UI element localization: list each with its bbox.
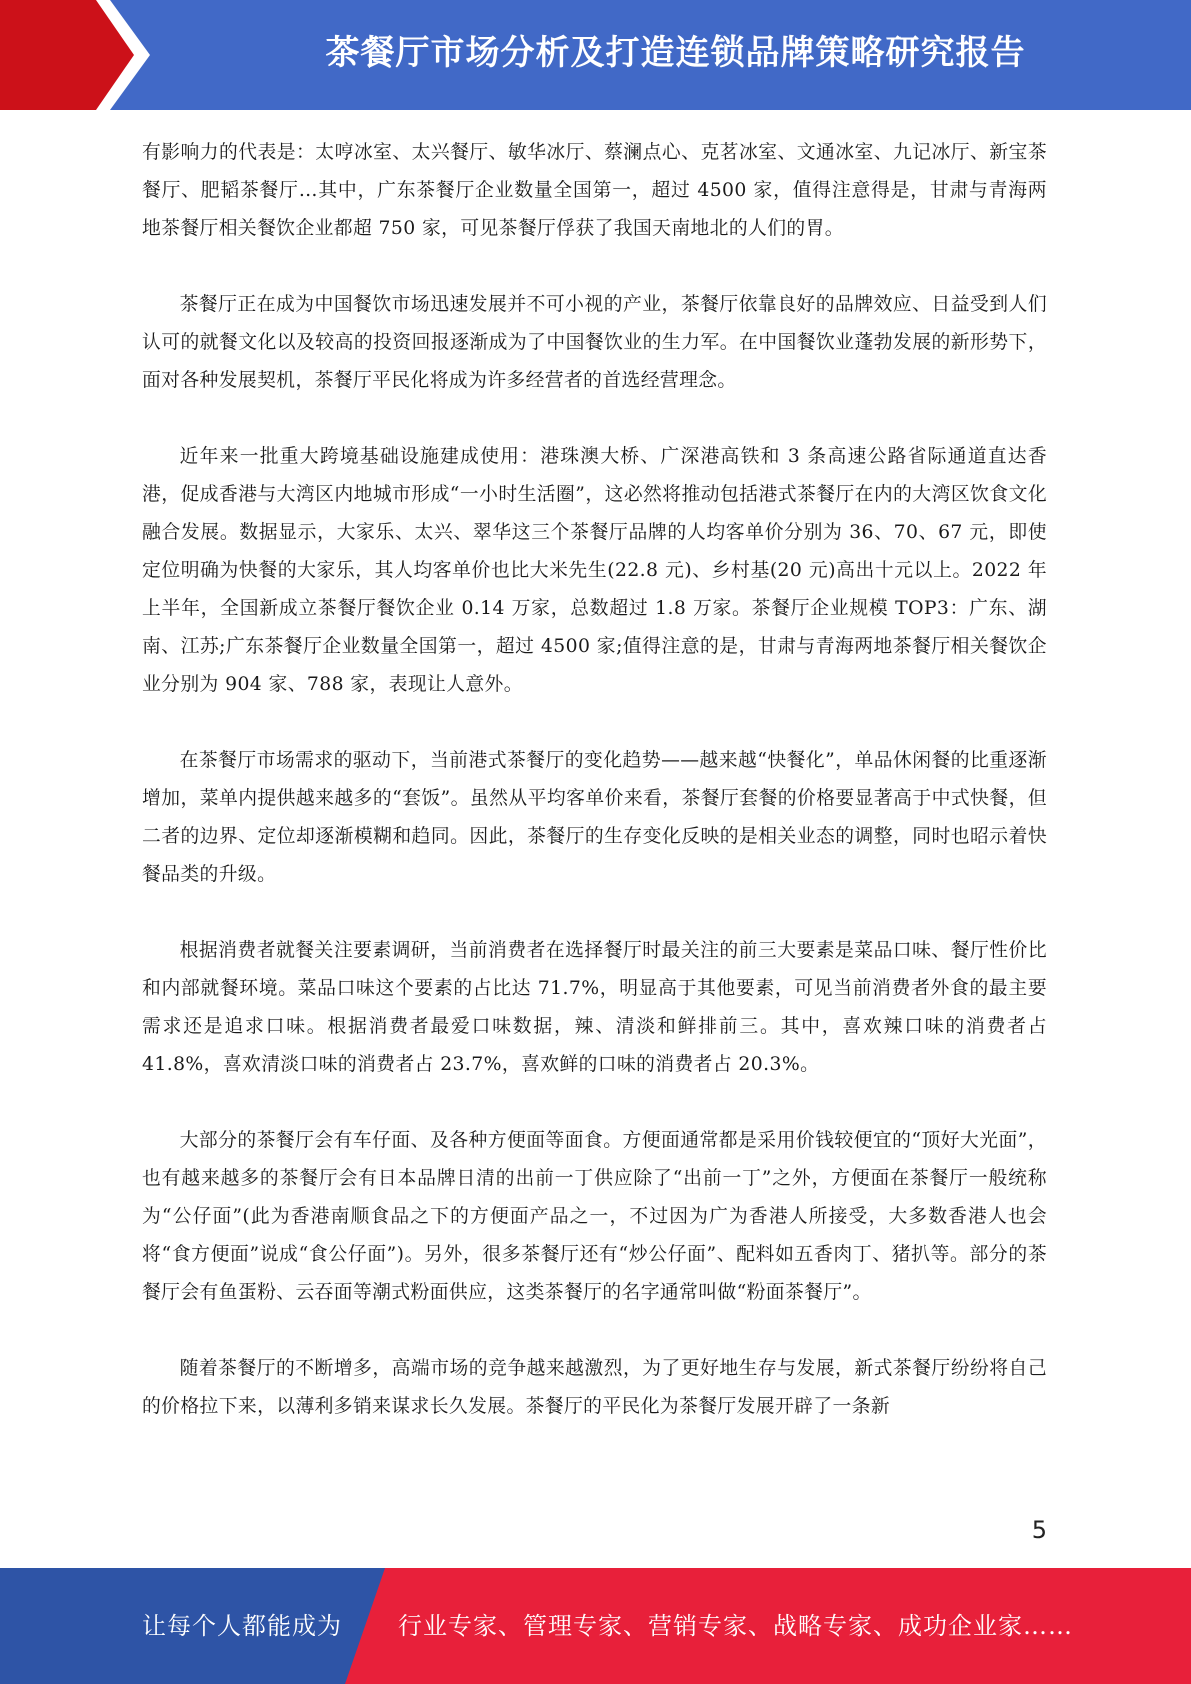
paragraph-2: 茶餐厅正在成为中国餐饮市场迅速发展并不可小视的产业，茶餐厅依靠良好的品牌效应、日益受到人们认可的就餐文化以及较高的投资回报逐渐成为了中国餐饮业的生力军。在中国餐饮业蓬勃发展的新形势下，面对各种发展契机，茶餐厅平民化将成为许多经营者的首选经营理念。 <box>142 294 1047 391</box>
paragraph-1: 有影响力的代表是：太哼冰室、太兴餐厅、敏华冰厅、蔡澜点心、克茗冰室、文通冰室、九记冰厅、新宝茶餐厅、肥韬茶餐厅…其中，广东茶餐厅企业数量全国第一，超过 4500 家，值得注意得是，甘肃与青海两地茶餐厅相关餐饮企业都超 750 家，可见茶餐厅俘获了我国天南地北的人们的胃。 <box>142 142 1047 239</box>
paragraph-6: 大部分的茶餐厅会有车仔面、及各种方便面等面食。方便面通常都是采用价钱较便宜的“顶好大光面”，也有越来越多的茶餐厅会有日本品牌日清的出前一丁供应除了“出前一丁”之外，方便面在茶餐厅一般统称为“公仔面”(此为香港南顺食品之下的方便面产品之一，不过因为广为香港人所接受，大多数香港人也会将“食方便面”说成“食公仔面”)。另外，很多茶餐厅还有“炒公仔面”、配料如五香肉丁、猪扒等。部分的茶餐厅会有鱼蛋粉、云吞面等潮式粉面供应，这类茶餐厅的名字通常叫做“粉面茶餐厅”。 <box>142 1130 1047 1303</box>
page-number: 5 <box>1031 1516 1047 1544</box>
footer-slogan-right: 行业专家、管理专家、营销专家、战略专家、成功企业家…… <box>398 1612 1073 1640</box>
header-arrow-decoration <box>0 0 200 110</box>
article-body <box>142 134 1047 1464</box>
document-title: 茶餐厅市场分析及打造连锁品牌策略研究报告 <box>325 33 1026 73</box>
footer-slogan-left: 让每个人都能成为 <box>142 1612 342 1640</box>
paragraph-3: 近年来一批重大跨境基础设施建成使用：港珠澳大桥、广深港高铁和 3 条高速公路省际通道直达香港，促成香港与大湾区内地城市形成“一小时生活圈”，这必然将推动包括港式茶餐厅在内的大湾区饮食文化融合发展。数据显示，大家乐、太兴、翠华这三个茶餐厅品牌的人均客单价分别为 36、70、67 元，即使定位明确为快餐的大家乐，其人均客单价也比大米先生(22.8 元)、乡村基(20 元)高出十元以上。2022 年上半年，全国新成立茶餐厅餐饮企业 0.14 万家，总数超过 1.8 万家。茶餐厅企业规模 TOP3：广东、湖南、江苏;广东茶餐厅企业数量全国第一，超过 4500 家;值得注意的是，甘肃与青海两地茶餐厅相关餐饮企业分别为 904 家、788 家，表现让人意外。 <box>142 446 1047 695</box>
footer-banner <box>0 1568 1191 1684</box>
paragraph-5: 根据消费者就餐关注要素调研，当前消费者在选择餐厅时最关注的前三大要素是菜品口味、餐厅性价比和内部就餐环境。菜品口味这个要素的占比达 71.7%，明显高于其他要素，可见当前消费者外食的最主要需求还是追求口味。根据消费者最爱口味数据，辣、清淡和鲜排前三。其中，喜欢辣口味的消费者占 41.8%，喜欢清淡口味的消费者占 23.7%，喜欢鲜的口味的消费者占 20.3%。 <box>142 940 1047 1075</box>
paragraph-7: 随着茶餐厅的不断增多，高端市场的竞争越来越激烈，为了更好地生存与发展，新式茶餐厅纷纷将自己的价格拉下来，以薄利多销来谋求长久发展。茶餐厅的平民化为茶餐厅发展开辟了一条新 <box>142 1358 1047 1417</box>
header-banner <box>0 0 1191 110</box>
paragraph-4: 在茶餐厅市场需求的驱动下，当前港式茶餐厅的变化趋势——越来越“快餐化”，单品休闲餐的比重逐渐增加，菜单内提供越来越多的“套饭”。虽然从平均客单价来看，茶餐厅套餐的价格要显著高于中式快餐，但二者的边界、定位却逐渐模糊和趋同。因此，茶餐厅的生存变化反映的是相关业态的调整，同时也昭示着快餐品类的升级。 <box>142 750 1047 885</box>
